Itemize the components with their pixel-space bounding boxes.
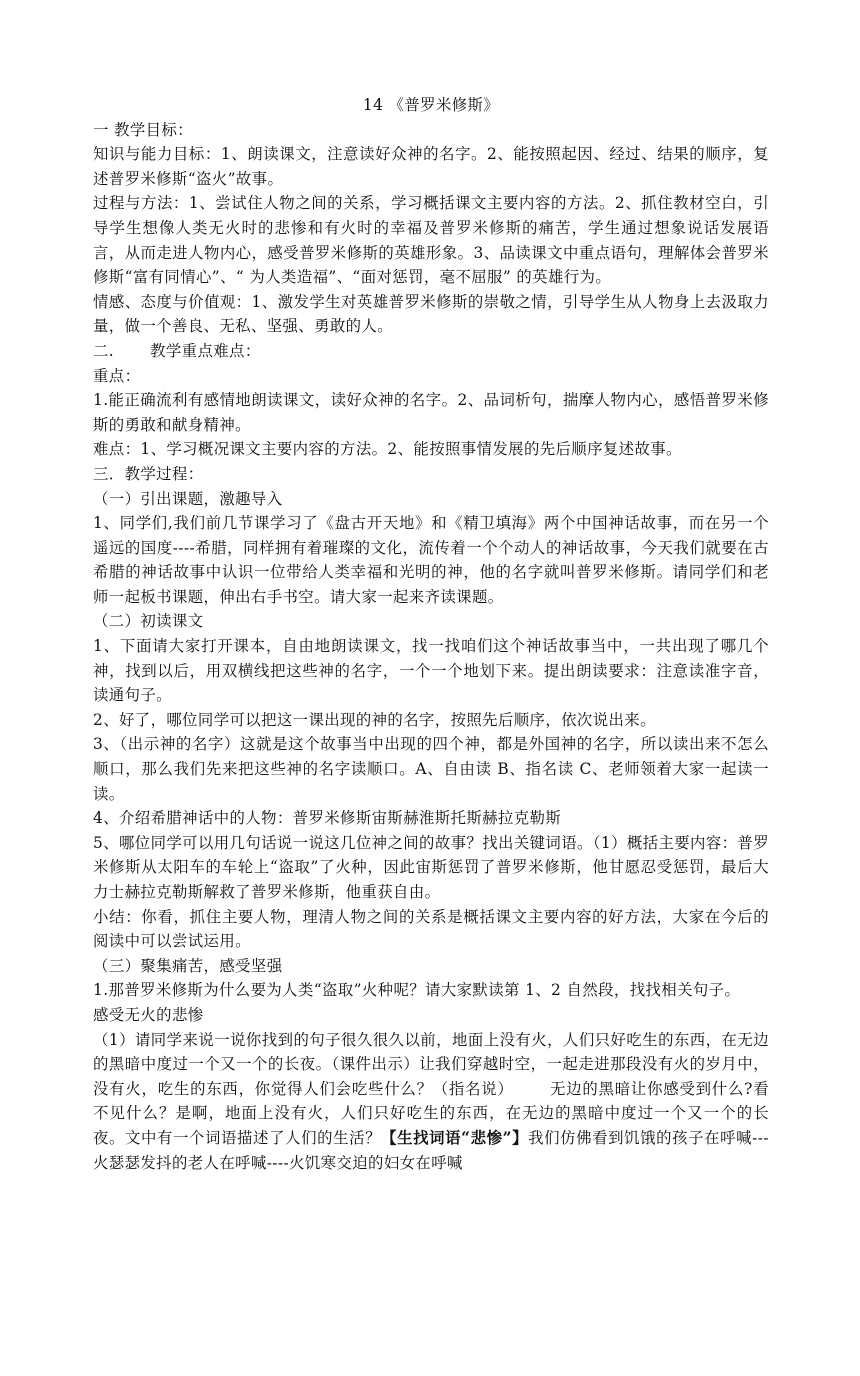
section-heading-objectives: 一 教学目标： xyxy=(93,120,194,139)
paragraph-key-label: 重点： xyxy=(93,366,141,385)
paragraph-intro: 1、同学们,我们前几节课学习了《盘古开天地》和《精卫填海》两个中国神话故事，而在另一个遥远的国度----希腊，同样拥有着璀璨的文化，流传着一个个动人的神话故事，今天我们就要在古希腊的神话故事中认识一位带给人类幸福和光明的神，他的名字就叫普罗米修斯。请同学们和老师一起板书课题，伸出右手书空。请大家一起来齐读课题。 xyxy=(93,514,769,606)
paragraph-question: 1.那普罗米修斯为什么要为人类“盗取”火种呢？请大家默读第 1、2 自然段，找找相关句子。 xyxy=(93,981,741,1000)
section-heading-key-points xyxy=(93,339,769,364)
discussion-part-2: 无边的黑暗让你感受到什么?看不见什么？是啊，地面上没有火，人们只好吃生的东西，在无边的黑暗中度过一个又一个的长夜。文中有一个词语描述了人们的生活？ xyxy=(93,1079,769,1147)
document-title: 14 《普罗米修斯》 xyxy=(362,96,500,114)
discussion-part-3: 【生找词语“悲惨”】 xyxy=(381,1128,529,1147)
paragraph-step-2: 2、好了，哪位同学可以把这一课出现的神的名字，按照先后顺序，依次说出来。 xyxy=(93,710,656,729)
paragraph-step-3: 3、（出示神的名字）这就是这个故事当中出现的四个神，都是外国神的名字，所以读出来不怎么顺口，那么我们先来把这些神的名字读顺口。A、自由读 B、指名读 C、老师领着大家一起读一读。 xyxy=(93,735,769,803)
paragraph-summary: 小结：你看，抓住主要人物，理清人物之间的关系是概括课文主要内容的好方法，大家在今后的阅读中可以尝试运用。 xyxy=(93,907,769,951)
document-body xyxy=(93,93,769,1175)
paragraph-process-method: 过程与方法：1、尝试住人物之间的关系，学习概括课文主要内容的方法。2、抓住教材空白，引导学生想像人类无火时的悲惨和有火时的幸福及普罗米修斯的痛苦，学生通过想象说话发展语言，从而走进人物内心，感受普罗米修斯的英雄形象。3、品读课文中重点语句，理解体会普罗米修斯“富有同情心”、“ 为人类造福”、“面对惩罚，毫不屈服” 的英雄行为。 xyxy=(93,194,769,287)
subsection-heading-2: （二）初读课文 xyxy=(93,612,204,631)
paragraph-subheading-no-fire: 感受无火的悲惨 xyxy=(93,1005,204,1024)
subsection-heading-1: （一）引出课题，激趣导入 xyxy=(93,489,283,508)
section-number: 二. xyxy=(93,341,115,360)
paragraph-knowledge-ability: 知识与能力目标：1、朗读课文，注意读好众神的名字。2、能按照起因、经过、结果的顺序，复述普罗米修斯“盗火”故事。 xyxy=(93,145,769,188)
discussion-part-4: 我们仿佛看到饥饿的孩子在呼喊---火瑟瑟发抖的老人在呼喊----火饥寒交迫的妇女在呼喊 xyxy=(93,1128,769,1172)
section-heading-text: 教学重点难点： xyxy=(150,341,261,360)
discussion-part-1: （1）请同学来说一说你找到的句子很久很久以前，地面上没有火，人们只好吃生的东西，在无边的黑暗中度过一个又一个的长夜。（课件出示）让我们穿越时空，一起走进那段没有火的岁月中，没有火，吃生的东西，你觉得人们会吃些什么？（指名说） xyxy=(93,1030,769,1098)
section-heading-process: 三．教学过程： xyxy=(93,464,204,483)
paragraph-step-5: 5、哪位同学可以用几句话说一说这几位神之间的故事？找出关键词语。（1）概括主要内容：普罗米修斯从太阳车的车轮上“盗取”了火种，因此宙斯惩罚了普罗米修斯，他甘愿忍受惩罚，最后大力士赫拉克勒斯解救了普罗米修斯，他重获自由。 xyxy=(93,833,769,901)
paragraph-difficulty: 难点：1、学习概况课文主要内容的方法。2、能按照事情发展的先后顺序复述故事。 xyxy=(93,440,682,459)
paragraph-step-4: 4、介绍希腊神话中的人物：普罗米修斯宙斯赫淮斯托斯赫拉克勒斯 xyxy=(93,809,562,828)
paragraph-emotion-values: 情感、态度与价值观：1、激发学生对英雄普罗米修斯的崇敬之情，引导学生从人物身上去汲取力量，做一个善良、无私、坚强、勇敢的人。 xyxy=(93,292,769,336)
subsection-heading-3: （三）聚集痛苦，感受坚强 xyxy=(93,956,283,975)
paragraph-discussion xyxy=(93,1028,769,1176)
paragraph-key-content: 1.能正确流利有感情地朗读课文，读好众神的名字。2、品词析句，揣摩人物内心，感悟普罗米修斯的勇敢和献身精神。 xyxy=(93,391,769,434)
paragraph-step-1: 1、下面请大家打开课本，自由地朗读课文，找一找咱们这个神话故事当中，一共出现了哪几个神，找到以后，用双横线把这些神的名字，一个一个地划下来。提出朗读要求：注意读准字音，读通句子。 xyxy=(93,637,769,705)
